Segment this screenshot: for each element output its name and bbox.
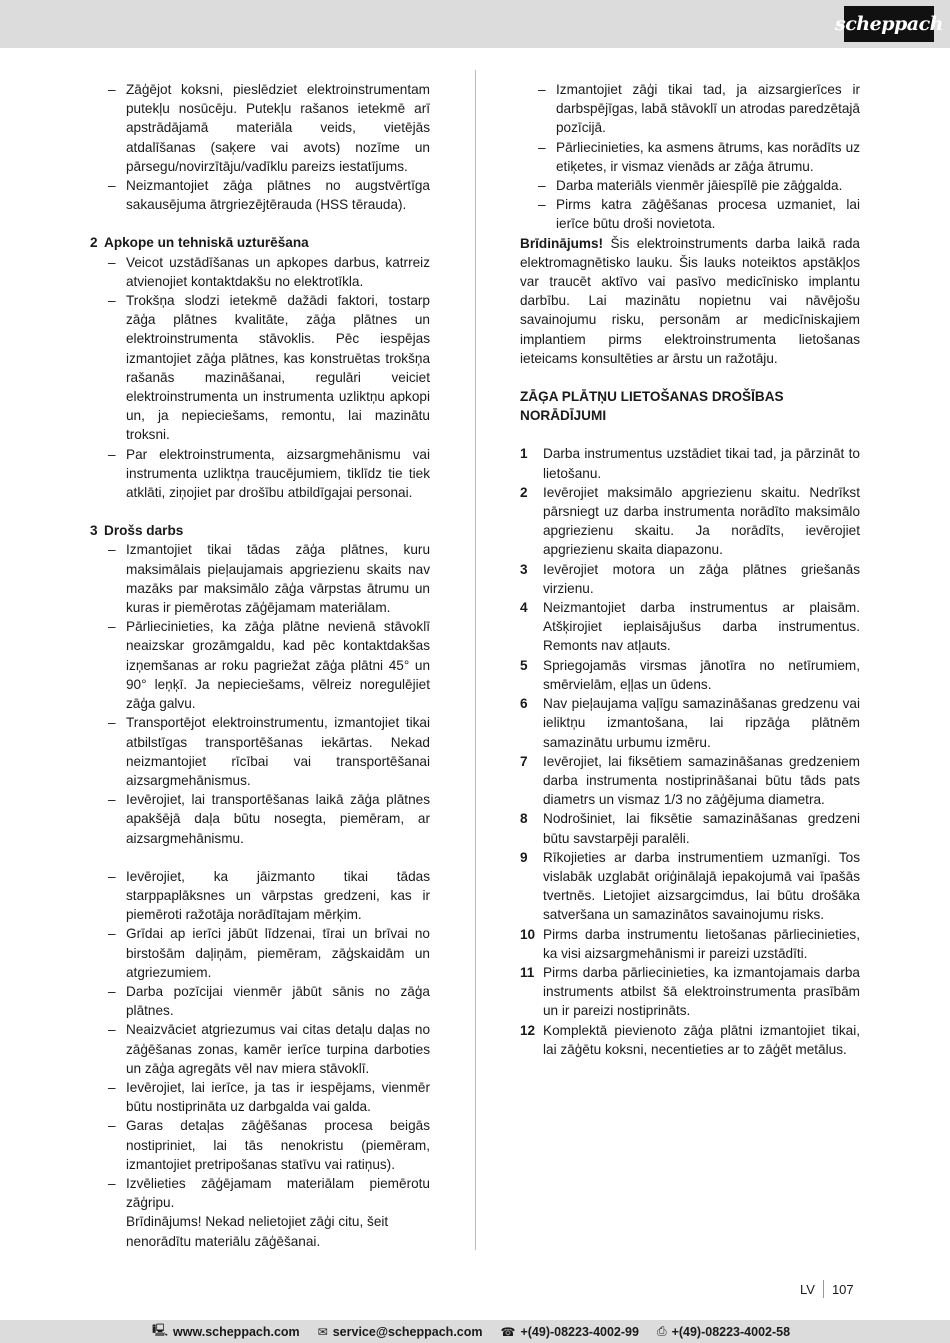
section-title: Apkope un tehniskā uzturēšana bbox=[104, 235, 309, 251]
numbered-item bbox=[520, 483, 860, 560]
item-text: Rīkojieties ar darba instrumentiem uzmanīgi. Tos vislabāk uzglabāt oriģinālajā iepakojumā vai īpašās tvertnēs. Lietojiet aizsargcimdus, lai būtu drošāka satveršana un samazinātos savainojumu risks. bbox=[543, 849, 860, 923]
item-number: 8 bbox=[520, 811, 528, 827]
item-number: 4 bbox=[520, 600, 528, 616]
list-item: – Pārliecinieties, ka asmens ātrums, kas norādīts uz etiķetes, ir vismaz vienāds ar zāģa ātrumu. bbox=[520, 138, 860, 176]
list-item: – Transportējot elektroinstrumentu, izmantojiet tikai atbilstīgas transportēšanas iekārtas. Nekad neizmantojiet rīcībai vai transportēšanai aizsargmehānismus. bbox=[90, 713, 430, 790]
item-text: Ievērojiet maksimālo apgriezienu skaitu. Nedrīkst pārsniegt uz darba instrumenta norādīto maksimālo apgriezienu skaitu. Ja norādīts, ievērojiet apgriezienu skaita diapazonu. bbox=[543, 484, 860, 558]
item-text: Ievērojiet motora un zāģa plātnes griešanās virzienu. bbox=[543, 561, 860, 596]
warning-label: Brīdinājums! bbox=[520, 235, 604, 251]
numbered-item bbox=[520, 925, 860, 963]
list-item: – Izmantojiet tikai tādas zāģa plātnes, kuru maksimālais pieļaujamais apgriezienu skaits nav mazāks par maksimālo zāģa vārpstas ātrumu un kuras ir piemērotas zāģējamam materiālam. bbox=[90, 540, 430, 617]
item-number: 7 bbox=[520, 753, 528, 769]
list-item: – Par elektroinstrumenta, aizsargmehānismu vai instrumenta uzliktņa traucējumiem, tiklīdz tie tiek atklāti, ziņojiet par drošību atbildīgajai personai. bbox=[90, 445, 430, 503]
numbered-item bbox=[520, 598, 860, 656]
item-number: 6 bbox=[520, 696, 528, 712]
column-divider bbox=[475, 70, 476, 1250]
brand-logo: scheppach bbox=[844, 6, 934, 42]
spacer bbox=[90, 848, 430, 867]
list-item: – Ievērojiet, ka jāizmanto tikai tādas starppaplāksnes un vārpstas gredzeni, kas ir piemēroti ražotāja norādītajam mērķim. bbox=[90, 867, 430, 925]
item-number: 5 bbox=[520, 657, 528, 673]
numbered-item bbox=[520, 656, 860, 694]
list-item: – Veicot uzstādīšanas un apkopes darbus, katrreiz atvienojiet kontaktdakšu no elektrotīkla. bbox=[90, 253, 430, 291]
item-text: Pirms darba instrumentu lietošanas pārliecinieties, ka visi aizsargmehānismi ir pareizi uzstādīti. bbox=[543, 926, 860, 961]
list-item: – Izmantojiet zāģi tikai tad, ja aizsargierīces ir darbspējīgas, labā stāvoklī un atrodas paredzētajā pozīcijā. bbox=[520, 80, 860, 138]
fax-icon: ⎙ bbox=[656, 1324, 667, 1338]
list-item: – Darba materiāls vienmēr jāiespīlē pie zāģgalda. bbox=[520, 176, 860, 195]
list-item: – Pārliecinieties, ka zāģa plātne nevienā stāvoklī neaizskar grozāmgaldu, kad pēc kontaktdakšas izņemšanas ar roku pagriežat zāģa plātni 45° un 90° leņķī. Ja nepieciešams, vēlreiz noregulējiet zāģa galvu. bbox=[90, 617, 430, 713]
phone-icon: ☎ bbox=[500, 1324, 516, 1339]
safety-heading-line: ZĀĢA PLĀTŅU LIETOŠANAS DROŠĪBAS bbox=[520, 389, 784, 405]
emf-warning bbox=[520, 234, 860, 368]
section-heading bbox=[90, 233, 430, 252]
footer-phone[interactable]: ☎ +(49)-08223-4002-99 bbox=[500, 1324, 639, 1339]
item-text: Spriegojamās virsmas jānotīra no netīrumiem, smērvielām, eļļas un ūdens. bbox=[543, 657, 860, 692]
warning-note: Brīdinājums! Nekad nelietojiet zāģi citu, šeit nenorādītu materiālu zāģēšanai. bbox=[126, 1214, 389, 1249]
section-title: Drošs darbs bbox=[104, 523, 184, 539]
page-number-value: 107 bbox=[831, 1281, 854, 1297]
item-number: 1 bbox=[520, 446, 528, 462]
monitor-icon: 🖳 bbox=[152, 1323, 169, 1337]
list-item: – Neaizvāciet atgriezumus vai citas detaļu daļas no zāģēšanas zonas, kamēr ierīce turpina darboties un zāģa agregāts vēl nav miera stāvoklī. bbox=[90, 1020, 430, 1078]
list-item: – Zāģējot koksni, pieslēdziet elektroinstrumentam putekļu nosūcēju. Putekļu rašanos ietekmē arī apstrādājamā materiāla veids, vietējās atdalīšanas (saķere vai avots) nozīme un pārsegu/novirzītāju/vadīklu pareizs iestatījums. bbox=[90, 80, 430, 176]
footer-fax: ⎙ +(49)-08223-4002-58 bbox=[656, 1324, 791, 1339]
item-text: Darba instrumentus uzstādiet tikai tad, ja pārzināt to lietošanu. bbox=[543, 446, 860, 481]
item-text: Ievērojiet, lai fiksētiem samazināšanas gredzeniem darba instrumenta nostiprināšanai būtu tāds pats diametrs un vismaz 1/3 no zāģējuma diametra. bbox=[543, 753, 860, 808]
numbered-item bbox=[520, 560, 860, 598]
numbered-item bbox=[520, 444, 860, 482]
item-number: 3 bbox=[520, 561, 528, 577]
numbered-item bbox=[520, 1021, 860, 1059]
safety-heading bbox=[520, 387, 860, 425]
mail-icon: ✉ bbox=[317, 1324, 328, 1339]
page-number bbox=[800, 1280, 854, 1298]
section-heading bbox=[90, 521, 430, 540]
footer-web[interactable]: 🖳 www.scheppach.com bbox=[152, 1321, 300, 1342]
footer-bar bbox=[0, 1320, 950, 1343]
safety-heading-line: NORĀDĪJUMI bbox=[520, 408, 607, 424]
item-number: 9 bbox=[520, 849, 528, 865]
item-number: 2 bbox=[520, 484, 528, 500]
numbered-item bbox=[520, 848, 860, 925]
footer-email[interactable]: ✉ service@scheppach.com bbox=[317, 1324, 483, 1339]
warning-text: Šis elektroinstruments darba laikā rada elektromagnētisko lauku. Šis lauks noteiktos apstākļos var traucēt aktīvo vai pasīvo medicīnisko implantu darbību. Lai mazinātu nopietnu vai nāvējošu savainojumu risku, personām ar medicīniskajiem implantiem pirms elektroinstrumenta lietošanas ieteicams konsultēties ar ārstu un ražotāju. bbox=[520, 235, 860, 366]
list-item: – Pirms katra zāģēšanas procesa uzmaniet, lai ierīce būtu droši novietota. bbox=[520, 195, 860, 233]
item-text: Nodrošiniet, lai fiksētie samazināšanas gredzeni būtu savstarpēji paralēli. bbox=[543, 811, 860, 846]
item-text: Komplektā pievienoto zāģa plātni izmantojiet tikai, lai zāģētu koksni, necentieties ar to zāģēt metālus. bbox=[543, 1022, 860, 1057]
numbered-item bbox=[520, 694, 860, 752]
item-text: Pirms darba pārliecinieties, ka izmantojamais darba instruments atbilst šā elektroinstrumenta prasībām un ir pareizi nostiprināts. bbox=[543, 964, 860, 1019]
list-item: – Grīdai ap ierīci jābūt līdzenai, tīrai un brīvai no birstošām daļiņām, piemēram, zāģskaidām un atgriezumiem. bbox=[90, 924, 430, 982]
section-number: 2 bbox=[90, 235, 98, 251]
list-item: – Darba pozīcijai vienmēr jābūt sānis no zāģa plātnes. bbox=[90, 982, 430, 1020]
numbered-item bbox=[520, 963, 860, 1021]
item-text: Neizmantojiet darba instrumentus ar plaisām. Atšķirojiet ieplaisājušus darba instrumentus. Remonts nav atļauts. bbox=[543, 600, 860, 654]
list-item: – Ievērojiet, lai transportēšanas laikā zāģa plātnes apakšējā daļa būtu nosegta, piemēram, ar aizsargmehānismu. bbox=[90, 790, 430, 848]
item-number: 12 bbox=[520, 1022, 536, 1038]
language-code: LV bbox=[800, 1281, 815, 1297]
item-number: 11 bbox=[520, 964, 535, 980]
numbered-item bbox=[520, 809, 860, 847]
item-text: Nav pieļaujama vaļīgu samazināšanas gredzenu vai ieliktņu izmantošana, lai ripzāģa plātnēm samazinātu urbumu izmēru. bbox=[543, 696, 860, 750]
numbered-item bbox=[520, 752, 860, 810]
header-bar bbox=[0, 0, 950, 48]
list-item: – Izvēlieties zāģējamam materiālam piemērotu zāģripu. bbox=[90, 1174, 430, 1212]
list-item: – Trokšņa slodzi ietekmē dažādi faktori, tostarp zāģa plātnes kvalitāte, zāģa plātnes un elektroinstrumenta stāvoklis. Pēc iespējas izmantojiet zāģa plātnes, kas konstruētas trokšņa rašanās mazināšanai, regulāri veiciet elektroinstrumenta un instrumenta uzliktņu apkopi un, ja nepieciešams, remontu, lai mazinātu troksni. bbox=[90, 291, 430, 445]
section-number: 3 bbox=[90, 523, 98, 539]
list-item: – Ievērojiet, lai ierīce, ja tas ir iespējams, vienmēr būtu nostiprināta uz darbgalda vai galda. bbox=[90, 1078, 430, 1116]
list-item: – Garas detaļas zāģēšanas procesa beigās nostipriniet, lai tās nenokristu (piemēram, izmantojiet pretripošanas statīvu vai ratiņus). bbox=[90, 1116, 430, 1174]
list-item: – Neizmantojiet zāģa plātnes no augstvērtīga sakausējuma ātrgriezējtērauda (HSS tērauda). bbox=[90, 176, 430, 214]
item-number: 10 bbox=[520, 926, 536, 942]
left-column bbox=[90, 80, 430, 1251]
divider bbox=[823, 1280, 824, 1298]
right-column bbox=[520, 80, 860, 1059]
